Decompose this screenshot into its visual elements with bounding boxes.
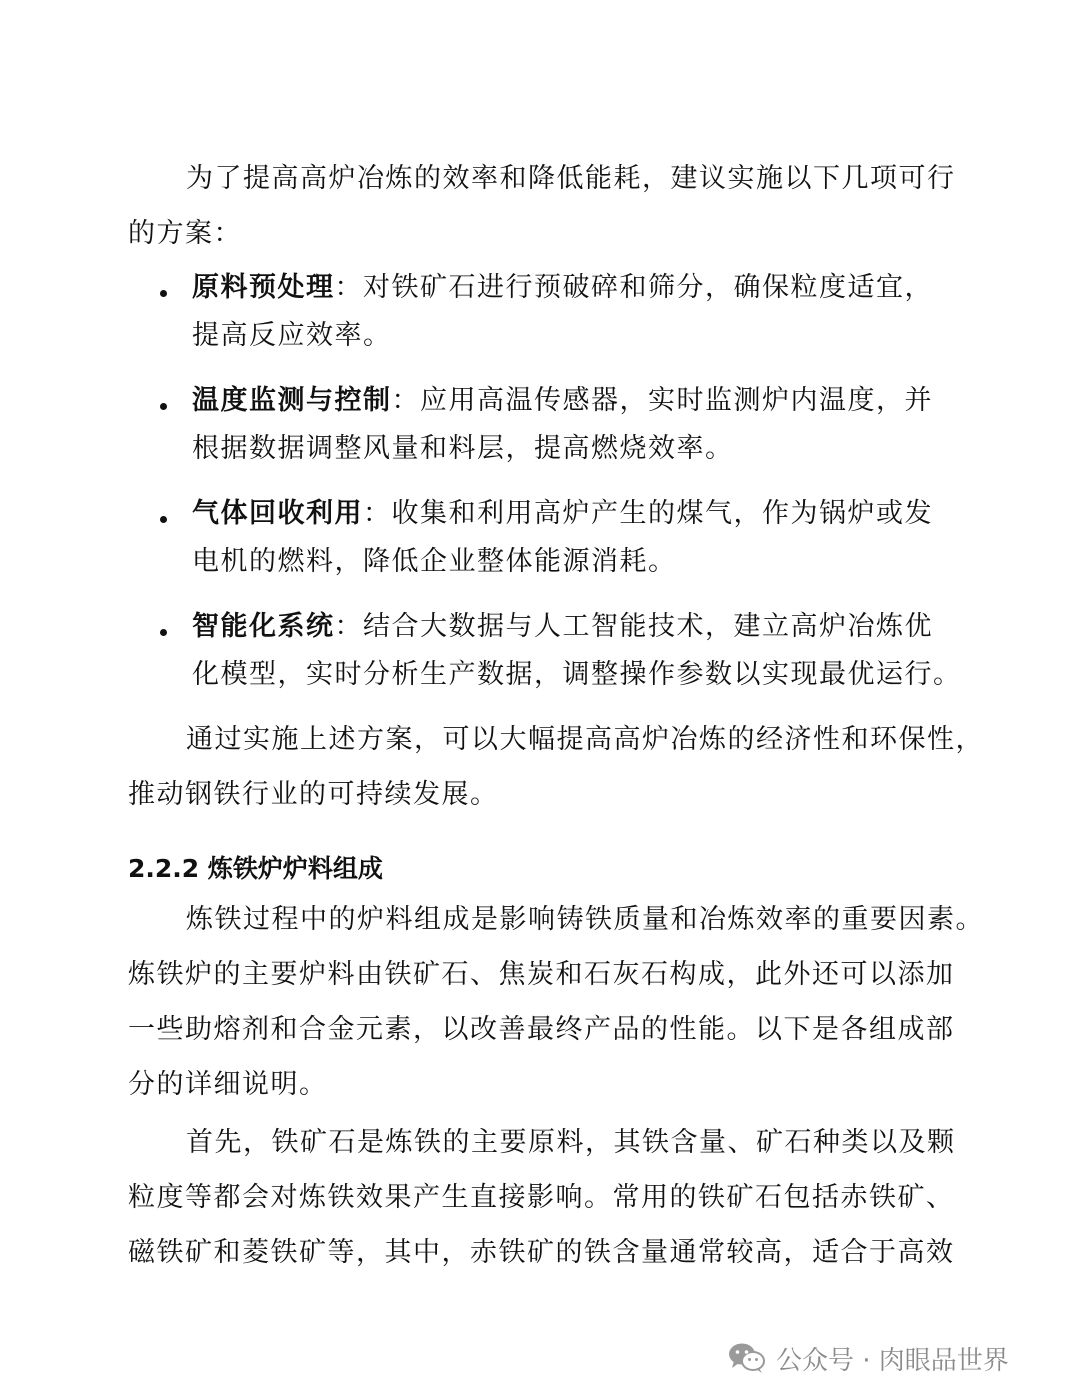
para1-line-3: 一些助熔剂和合金元素，以改善最终产品的性能。以下是各组成部	[128, 1014, 955, 1045]
para1-line-2: 炼铁炉的主要炉料由铁矿石、焦炭和石灰石构成，此外还可以添加	[128, 959, 955, 990]
bullet-2-line-2: 根据数据调整风量和料层，提高燃烧效率。	[192, 433, 734, 464]
bullet-1-sep: ：	[334, 272, 363, 303]
watermark-text: 公众号 · 肉眼品世界	[776, 1345, 1009, 1376]
bullet-3-line-2: 电机的燃料，降低企业整体能源消耗。	[192, 546, 677, 577]
conclusion-line-2: 推动钢铁行业的可持续发展。	[128, 779, 499, 810]
para1-line-1: 炼铁过程中的炉料组成是影响铸铁质量和冶炼效率的重要因素。	[186, 904, 984, 935]
para2-line-2: 粒度等都会对炼铁效果产生直接影响。常用的铁矿石包括赤铁矿、	[128, 1182, 955, 1213]
bullet-4-text-1: 结合大数据与人工智能技术，建立高炉冶炼优	[363, 611, 933, 642]
bullet-4-line-2: 化模型，实时分析生产数据，调整操作参数以实现最优运行。	[192, 659, 962, 690]
bullet-2-line-1	[192, 383, 933, 419]
para2-line-3: 磁铁矿和菱铁矿等，其中，赤铁矿的铁含量通常较高，适合于高效	[128, 1237, 955, 1268]
bullet-4-sep: ：	[334, 611, 363, 642]
bullet-2-text-1: 应用高温传感器，实时监测炉内温度，并	[420, 385, 933, 416]
bullet-dot	[160, 629, 167, 636]
bullet-1-line-2: 提高反应效率。	[192, 320, 392, 351]
section-heading: 2.2.2 炼铁炉炉料组成	[128, 854, 383, 883]
bullet-3-text-1: 收集和利用高炉产生的煤气，作为锅炉或发	[391, 498, 933, 529]
bullet-2-sep: ：	[391, 385, 420, 416]
bullet-dot	[160, 516, 167, 523]
bullet-2-title: 温度监测与控制	[192, 385, 392, 416]
bullet-4-title: 智能化系统	[192, 611, 335, 642]
para2-line-1: 首先，铁矿石是炼铁的主要原料，其铁含量、矿石种类以及颗	[186, 1127, 956, 1158]
bullet-dot	[160, 290, 167, 297]
intro-line-1: 为了提高高炉冶炼的效率和降低能耗，建议实施以下几项可行	[186, 163, 956, 194]
intro-line-2: 的方案：	[128, 218, 242, 249]
bullet-1-title: 原料预处理	[192, 272, 335, 303]
bullet-dot	[160, 403, 167, 410]
bullet-3-sep: ：	[363, 498, 392, 529]
watermark	[728, 1338, 1009, 1378]
bullet-1-line-1	[192, 270, 933, 306]
bullet-3-line-1	[192, 496, 933, 532]
bullet-1-text-1: 对铁矿石进行预破碎和筛分，确保粒度适宜，	[363, 272, 933, 303]
bullet-4-line-1	[192, 609, 933, 645]
wechat-icon	[728, 1342, 766, 1374]
bullet-3-title: 气体回收利用	[192, 498, 363, 529]
para1-line-4: 分的详细说明。	[128, 1069, 328, 1100]
conclusion-line-1: 通过实施上述方案，可以大幅提高高炉冶炼的经济性和环保性，	[186, 724, 984, 755]
